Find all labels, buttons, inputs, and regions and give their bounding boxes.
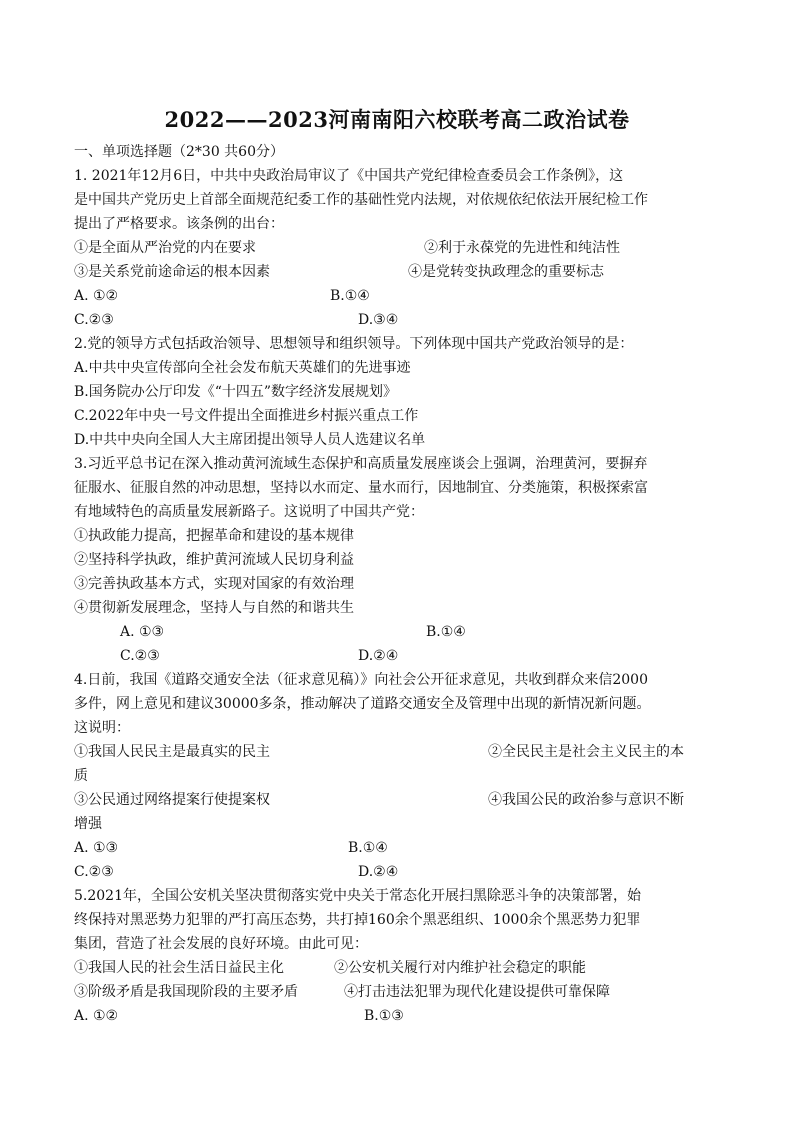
q1-statement-4: ④是党转变执政理念的重要标志 xyxy=(408,264,604,280)
q4-stem-line-3: 这说明： xyxy=(74,720,130,736)
q2-stem: 2.党的领导方式包括政治领导、思想领导和组织领导。下列体现中国共产党政治领导的是： xyxy=(74,336,634,352)
q1-option-d: D.③④ xyxy=(358,312,399,328)
exam-title: 2022——2023河南南阳六校联考高二政治试卷 xyxy=(164,107,630,132)
q4-statement-1: ①我国人民民主是最真实的民主 xyxy=(74,744,270,760)
q1-statement-2: ②利于永葆党的先进性和纯洁性 xyxy=(424,240,620,256)
q4-statement-4: ④我国公民的政治参与意识不断 xyxy=(488,792,684,808)
q1-statement-1: ①是全面从严治党的内在要求 xyxy=(74,240,256,256)
q1-stem-line-3: 提出了严格要求。该条例的出台： xyxy=(74,216,284,232)
q4-statement-3: ③公民通过网络提案行使提案权 xyxy=(74,792,270,808)
q3-statement-3: ③完善执政基本方式，实现对国家的有效治理 xyxy=(74,576,354,592)
q5-option-a: A. ①② xyxy=(74,1008,119,1024)
q2-option-b: B.国务院办公厅印发《“十四五”数字经济发展规划》 xyxy=(74,384,398,400)
q3-stem-line-3: 有地域特色的高质量发展新路子。这说明了中国共产党： xyxy=(74,504,424,520)
q3-option-d: D.②④ xyxy=(358,648,399,664)
q3-stem-line-2: 征服水、征服自然的冲动思想，坚持以水而定、量水而行，因地制宜、分类施策，积极探索富 xyxy=(74,480,648,496)
section-heading: 一、单项选择题（2*30 共60分） xyxy=(74,144,284,160)
q4-option-c: C.②③ xyxy=(74,864,114,880)
q2-option-c: C.2022年中央一号文件提出全面推进乡村振兴重点工作 xyxy=(74,408,419,424)
q4-stem-line-1: 4.日前，我国《道路交通安全法（征求意见稿）》向社会公开征求意见，共收到群众来信2000 xyxy=(74,672,648,688)
q3-statement-1: ①执政能力提高，把握革命和建设的基本规律 xyxy=(74,528,354,544)
q3-statement-2: ②坚持科学执政，维护黄河流域人民切身利益 xyxy=(74,552,354,568)
q4-statement-4-wrap: 增强 xyxy=(74,816,102,832)
q1-statement-3: ③是关系党前途命运的根本因素 xyxy=(74,264,270,280)
q3-option-a: A. ①③ xyxy=(120,624,165,640)
q3-option-b: B.①④ xyxy=(426,624,466,640)
q1-option-c: C.②③ xyxy=(74,312,114,328)
q5-statement-1: ①我国人民的社会生活日益民主化 xyxy=(74,960,284,976)
q5-stem-line-1: 5.2021年，全国公安机关坚决贯彻落实党中央关于常态化开展扫黑除恶斗争的决策部署，始 xyxy=(74,888,641,904)
q1-option-a: A. ①② xyxy=(74,288,119,304)
q4-statement-2: ②全民民主是社会主义民主的本 xyxy=(488,744,684,760)
q3-option-c: C.②③ xyxy=(120,648,160,664)
q5-stem-line-2: 终保持对黑恶势力犯罪的严打高压态势，共打掉160余个黑恶组织、1000余个黑恶势力犯罪 xyxy=(74,912,641,928)
q5-option-b: B.①③ xyxy=(364,1008,404,1024)
q5-statement-4: ④打击违法犯罪为现代化建设提供可靠保障 xyxy=(344,984,610,1000)
q2-option-a: A.中共中央宣传部向全社会发布航天英雄们的先进事迹 xyxy=(74,360,411,376)
q4-option-a: A. ①③ xyxy=(74,840,119,856)
q3-statement-4: ④贯彻新发展理念，坚持人与自然的和谐共生 xyxy=(74,600,354,616)
q1-stem-line-2: 是中国共产党历史上首部全面规范纪委工作的基础性党内法规，对依规依纪依法开展纪检工作 xyxy=(74,192,648,208)
q1-stem-line-1: 1. 2021年12月6日，中共中央政治局审议了《中国共产党纪律检查委员会工作条例》，这 xyxy=(74,168,624,184)
q4-stem-line-2: 多件，网上意见和建议30000多条，推动解决了道路交通安全及管理中出现的新情况新问题。 xyxy=(74,696,651,712)
q5-stem-line-3: 集团，营造了社会发展的良好环境。由此可见： xyxy=(74,936,368,952)
q5-statement-3: ③阶级矛盾是我国现阶段的主要矛盾 xyxy=(74,984,298,1000)
q4-statement-2-wrap: 质 xyxy=(74,768,88,784)
q5-statement-2: ②公安机关履行对内维护社会稳定的职能 xyxy=(334,960,586,976)
q3-stem-line-1: 3.习近平总书记在深入推动黄河流域生态保护和高质量发展座谈会上强调，治理黄河，要摒弃 xyxy=(74,456,648,472)
q1-option-b: B.①④ xyxy=(330,288,370,304)
q4-option-d: D.②④ xyxy=(358,864,399,880)
q4-option-b: B.①④ xyxy=(348,840,388,856)
q2-option-d: D.中共中央向全国人大主席团提出领导人员人选建议名单 xyxy=(74,432,426,448)
